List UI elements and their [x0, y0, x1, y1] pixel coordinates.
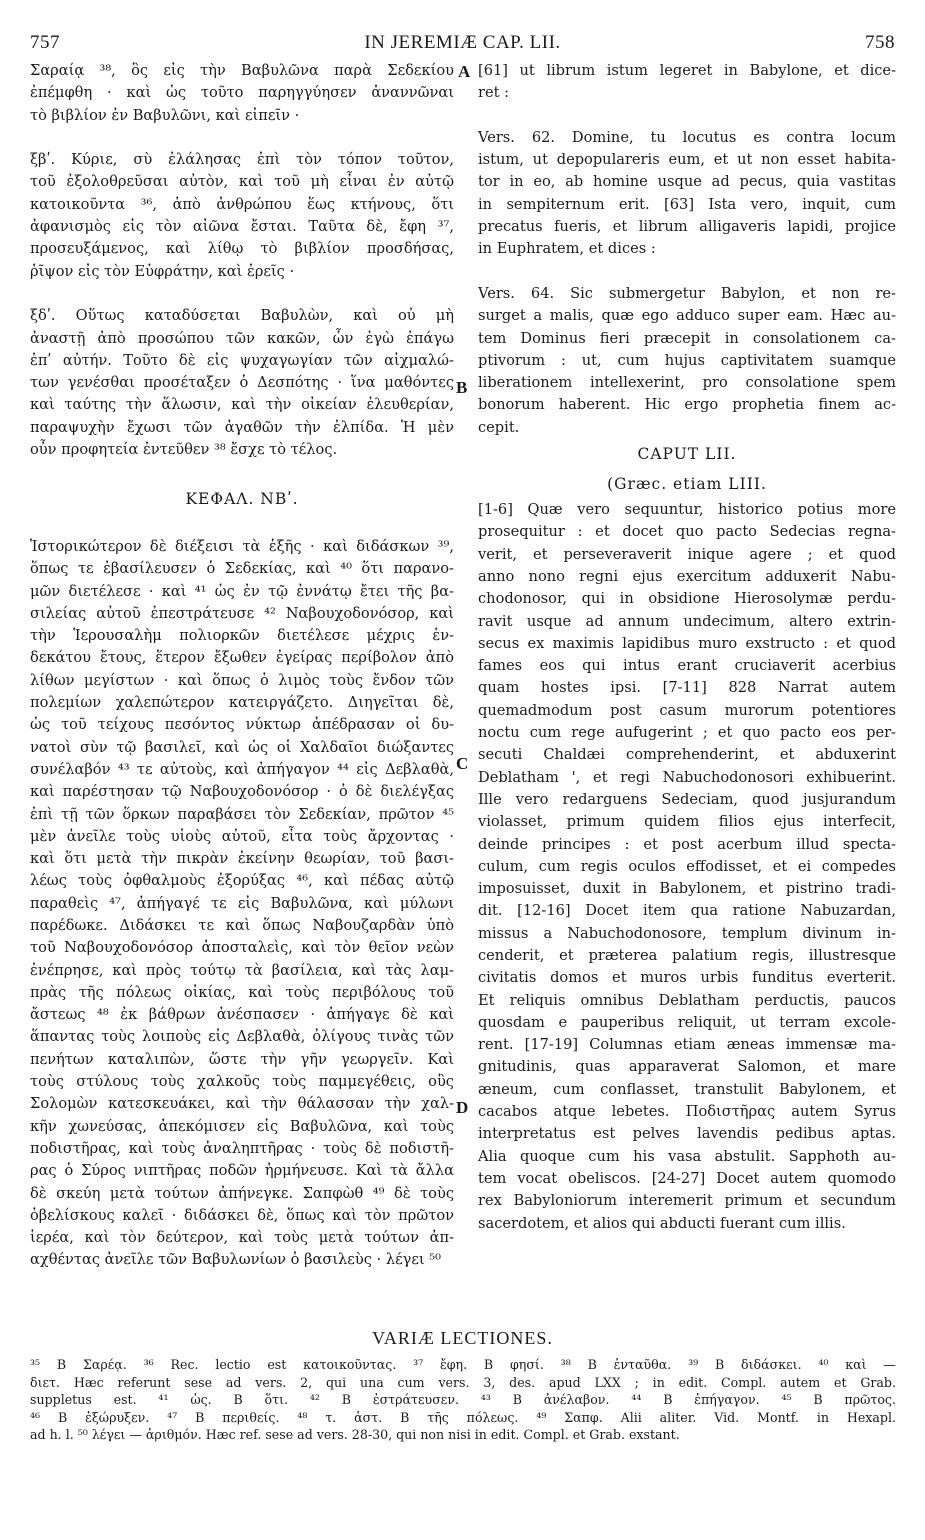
- greek-text-line: ξβʹ. Κύριε, σὺ ἐλάλησας ἐπὶ τὸν τόπον τοῦτον,: [30, 151, 454, 169]
- greek-text-line: ἅπαντας τοὺς λοιποὺς εἰς Δεβλαθὰ, ὀλίγους τινὰς τῶν: [30, 1028, 454, 1046]
- greek-text-line: ἱερέα, καὶ τὸν δεύτερον, καὶ τοὺς μετὰ τούτων ἀπ-: [30, 1229, 454, 1247]
- latin-text-line: in sempiternum erit. [63] Ista vero, inquit, cum: [478, 195, 896, 213]
- paragraph-gap: [30, 461, 454, 483]
- latin-text-line: Et reliquis omnibus Deblatham perductis, paucos: [478, 991, 896, 1009]
- latin-text-line: rent. [17-19] Columnas etiam æneas immensæ ma-: [478, 1036, 896, 1054]
- latin-text-line: deinde principes : et post acerbum illud specta-: [478, 835, 896, 853]
- greek-text-line: κῆν χωνεύσας, ἀπεκόμισεν εἰς Βαβυλῶνα, καὶ τοὺς: [30, 1117, 454, 1135]
- variant-note-line: ad h. l. ⁵⁰ λέγει — ἀριθμόν. Hæc ref. sese ad vers. 28-30, qui non nisi in edit. Compl. et Grab. exstant.: [30, 1427, 680, 1442]
- latin-text-line: istum, ut depopulareris eum, et ut non esset habita-: [478, 151, 896, 169]
- latin-text-line: [1-6] Quæ vero sequuntur, historico potius more: [478, 501, 896, 519]
- greek-text-line: σιλείας αὐτοῦ ἐπεστράτευσε ⁴² Ναβουχοδονόσορ, καὶ: [30, 604, 454, 622]
- greek-chapter-heading: ΚΕΦΑΛ. ΝΒʹ.: [185, 489, 299, 508]
- latin-text-line: cacabos atque lebetes. Ποδιστῆρας autem Syrus: [478, 1103, 896, 1121]
- greek-text-line: λίθων μεγίστων · καὶ ὅπως ὁ λιμὸς τοὺς ἔνδον τῶν: [30, 671, 454, 689]
- greek-text-line: δὲ σκεύη μετὰ τούτων ἀπήνεγκε. Σαπφὼθ ⁴⁹ δὲ τοὺς: [30, 1184, 454, 1202]
- greek-text-line: ρας ὁ Σύρος νιπτῆρας ποδῶν ἡρμήνευσε. Καὶ τὰ ἄλλα: [30, 1162, 454, 1180]
- latin-text-line: culum, cum regis oculos effodisset, et ei compedes: [478, 857, 896, 875]
- page-title: IN JEREMIÆ CAP. LII.: [364, 32, 561, 53]
- greek-text-line: ποδιστῆρας, καὶ τοὺς ἀναληπτῆρας · τοὺς δὲ ποδιστῆ-: [30, 1139, 454, 1157]
- variae-lectiones-notes: [30, 1356, 896, 1444]
- latin-text-line: violasset, primum quidem filios ejus interfecit,: [478, 813, 896, 831]
- latin-text-line: Vers. 62. Domine, tu locutus es contra locum: [478, 128, 896, 146]
- latin-text-line: secuti Chaldæi comprehenderint, et abduxerint: [478, 746, 896, 764]
- latin-text-line: verit, et perseveraverit inique agere ; et quod: [478, 545, 896, 563]
- latin-text-line: imposuisset, duxit in Babylonem, et pistrino tradi-: [478, 880, 896, 898]
- greek-text-line: τοῦ ἐξολοθρεῦσαι αὐτὸν, καὶ τοῦ μὴ εἶναι ἐν αὐτῷ: [30, 173, 454, 191]
- greek-text-line: ἀναστῇ ἀπὸ προσώπου τῶν κακῶν, ὧν ἐγὼ ἐπάγω: [30, 329, 454, 347]
- greek-text-line: ξδʹ. Οὕτως καταδύσεται Βαβυλὼν, καὶ οὐ μὴ: [30, 307, 454, 325]
- latin-text-line: tem Dominus fieri præcepit in consolationem ca-: [478, 329, 896, 347]
- margin-letter-c: C: [456, 754, 469, 773]
- greek-text-line: ῥῖψον εἰς τὸν Εὐφράτην, καὶ ἐρεῖς ·: [30, 262, 295, 280]
- variae-lectiones-title: VARIÆ LECTIONES.: [372, 1328, 553, 1348]
- greek-text-line: αχθέντας ἀνεῖλε τῶν Βαβυλωνίων ὁ βασιλεὺς · λέγει ⁵⁰: [30, 1251, 441, 1269]
- greek-text-line: πενήτων καταλιπὼν, ὥστε τὴν γῆν γεωργεῖν. Καὶ: [30, 1050, 454, 1068]
- greek-text-line: παρέδωκε. Διδάσκει τε καὶ ὅπως Ναβουζαρδὰν ὑπὸ: [30, 916, 454, 934]
- paragraph-gap: [30, 283, 454, 305]
- paragraph-gap: [30, 127, 454, 149]
- latin-text-line: Vers. 64. Sic submergetur Babylon, et non re-: [478, 284, 896, 302]
- paragraph-gap: [478, 105, 896, 127]
- greek-column: [30, 60, 454, 1272]
- latin-text-line: dit. [12-16] Docet item qua ratione Nabuzardan,: [478, 902, 896, 920]
- variant-note-line: διετ. Hæc referunt sese ad vers. 2, qui una cum vers. 3, des. apud LXX ; in edit. Compl. autem et Grab.: [30, 1374, 896, 1390]
- greek-text-line: ἀφανισμὸς εἰς τὸν αἰῶνα ἔσται. Ταῦτα δὲ, ἔφη ³⁷,: [30, 218, 454, 236]
- latin-text-line: tor in eo, ab homine usque ad pecus, quia vastitas: [478, 173, 896, 191]
- greek-text-line: τοῦ Ναβουχοδονόσορ ἀποσταλεὶς, καὶ τὸν θεῖον νεὼν: [30, 939, 454, 957]
- variant-note-line: ³⁵ B Σαρέᾳ. ³⁶ Rec. lectio est κατοικοῦντας. ³⁷ ἔφη. B φησί. ³⁸ B ἐνταῦθα. ³⁹ B διδάσκει. ⁴⁰ καὶ —: [30, 1357, 896, 1372]
- greek-text-line: μὲν ἀνεῖλε τοὺς υἱοὺς αὐτοῦ, εἶτα τοὺς ἄρχοντας ·: [30, 827, 454, 845]
- greek-text-line: καὶ ταύτης τὴν ἅλωσιν, καὶ τὴν οἰκείαν ἐλευθερίαν,: [30, 396, 454, 414]
- latin-text-line: tem vocat obeliscos. [24-27] Docet autem quomodo: [478, 1169, 896, 1187]
- paragraph-gap: [30, 514, 454, 536]
- greek-text-line: συνέλαβόν ⁴³ τε αὐτοὺς, καὶ ἀπήγαγον ⁴⁴ εἰς Δεβλαθὰ,: [30, 760, 454, 778]
- latin-text-line: gnitudinis, quas apparaverat Salomon, et mare: [478, 1058, 896, 1076]
- latin-text-line: Alia quoque cum his vasa abstulit. Sapphoth au-: [478, 1147, 896, 1165]
- latin-text-line: quam hostes ipsi. [7-11] 828 Narrat autem: [478, 679, 896, 697]
- latin-text-line: chodonosor, qui in obsidione Hierosolymæ perdu-: [478, 590, 896, 608]
- latin-text-line: quemadmodum post casum murorum potentiores: [478, 701, 896, 719]
- latin-chapter-subheading: (Græc. etiam LIII.: [607, 475, 767, 494]
- latin-text-line: ptivorum : ut, cum hujus captivitatem suamque: [478, 351, 896, 369]
- latin-text-line: cepit.: [478, 418, 520, 436]
- latin-text-line: rex Babyloniorum interemerit primum et secundum: [478, 1192, 896, 1210]
- latin-text-line: surget a malis, quæ ego adduco super eam. Hæc au-: [478, 307, 896, 325]
- latin-text-line: liberationem intellexerint, pro consolatione spem: [478, 374, 896, 392]
- greek-text-line: των γενέσθαι προσέταξεν ὁ Δεσπότης · ἵνα μαθόντες: [30, 374, 454, 392]
- latin-text-line: missus a Nabuchodonosore, templum divinum in-: [478, 924, 896, 942]
- latin-text-line: [61] ut librum istum legeret in Babylone, et dice-: [478, 62, 896, 79]
- greek-text-line: προσευξάμενος, καὶ λίθῳ τὸ βιβλίον προσδήσας,: [30, 240, 454, 258]
- variant-note-line: suppletus est. ⁴¹ ὡς. B ὅτι. ⁴² B ἐστράτευσεν. ⁴³ B ἀνέλαβον. ⁴⁴ B ἐπήγαγον. ⁴⁵ B πρῶτος.: [30, 1392, 896, 1407]
- greek-text-line: ὡς τοῦ τείχους πεσόντος νύκτωρ ἀπέδρασαν οἱ δυ-: [30, 716, 454, 734]
- greek-text-line: πολεμίων χαλεπώτερον κατειργάζετο. Διηγεῖται δὲ,: [30, 694, 454, 712]
- latin-text-line: in Euphratem, et dices :: [478, 240, 656, 258]
- greek-text-line: ἐπʹ αὐτήν. Τοῦτο δὲ εἰς ψυχαγωγίαν τῶν αἰχμαλώ-: [30, 351, 454, 369]
- page-number-right: 758: [865, 32, 895, 53]
- latin-text-line: ravit usque ad annum undecimum, altero extrin-: [478, 612, 896, 630]
- greek-text-line: τὴν Ἱερουσαλὴμ πολιορκῶν διετέλεσε μέχρις ἑν-: [30, 627, 454, 645]
- greek-text-line: δεκάτου ἔτους, ἕτερον ἔξωθεν ἐγείρας περίβολον ἀπὸ: [30, 649, 454, 667]
- running-head: [30, 32, 895, 58]
- greek-text-line: νατοὶ σὺν τῷ βασιλεῖ, καὶ ὡς οἱ Χαλδαῖοι διώξαντες: [30, 738, 454, 756]
- latin-text-line: sacerdotem, et alios qui abducti fuerant cum illis.: [478, 1214, 846, 1232]
- variant-note-line: ⁴⁶ B ἐξώρυξεν. ⁴⁷ B περιθείς. ⁴⁸ τ. ἀστ. B τῆς πόλεως. ⁴⁹ Σαπφ. Alii aliter. Vid. Montf. in Hexapl.: [30, 1409, 896, 1425]
- latin-text-line: ret :: [478, 84, 510, 102]
- paragraph-gap: [478, 261, 896, 283]
- greek-text-line: ἐπὶ τῇ τῶν ὅρκων παραβάσει τὸν Σεδεκίαν, πρῶτον ⁴⁵: [30, 805, 454, 823]
- greek-text-line: ἄστεως ⁴⁸ ἐκ βάθρων ἀνέσπασεν · ἀπήγαγε δὲ καὶ: [30, 1006, 454, 1024]
- greek-text-line: παραθεὶς ⁴⁷, ἀπήγαγέ τε εἰς Βαβυλῶνα, καὶ μύλωνι: [30, 894, 454, 912]
- latin-text-line: bonorum haberent. Hic ergo prophetia finem ac-: [478, 396, 896, 414]
- latin-column: [478, 60, 896, 1235]
- greek-text-line: καὶ ὅτι μετὰ τὴν πικρὰν ἐκείνην θεωρίαν, τοῦ βασι-: [30, 850, 454, 868]
- greek-text-line: Σαραίᾳ ³⁸, ὃς εἰς τὴν Βαβυλῶνα παρὰ Σεδεκίου: [30, 62, 454, 79]
- latin-text-line: civitatis domos et muros urbis funditus everterit.: [478, 969, 896, 987]
- latin-text-line: precatus fueris, et librum alligaveris lapidi, projice: [478, 218, 896, 236]
- latin-text-line: noctu cum rege aufugerint ; et quo pacto eos per-: [478, 724, 896, 742]
- latin-chapter-heading: CAPUT LII.: [637, 445, 737, 464]
- margin-letter-a: A: [458, 62, 471, 81]
- latin-text-line: fames eos qui intus erant cruciaverit acerbius: [478, 657, 896, 675]
- latin-text-line: æneum, cum conflasset, transtulit Babylonem, et: [478, 1080, 896, 1098]
- latin-text-line: prosequitur : et docet quo pacto Sedecias regna-: [478, 523, 896, 541]
- greek-text-line: τοὺς στύλους τοὺς χαλκοῦς τοὺς παμμεγέθεις, οὓς: [30, 1073, 454, 1091]
- greek-text-line: Σολομὼν κατεσκευάκει, καὶ τὴν θάλασσαν τὴν χαλ-: [30, 1095, 454, 1113]
- margin-letter-d: D: [456, 1098, 469, 1117]
- greek-text-line: ὅπως τε ἐβασίλευσεν ὁ Σεδεκίας, καὶ ⁴⁰ ὅτι παρανο-: [30, 560, 454, 578]
- greek-text-line: ὀβελίσκους καλεῖ · διδάσκει δὲ, ὅπως καὶ τὸν πρῶτον: [30, 1206, 454, 1224]
- greek-text-line: Ἱστορικώτερον δὲ διέξεισι τὰ ἑξῆς · καὶ διδάσκων ³⁹,: [30, 537, 454, 555]
- latin-text-line: anno nono regni ejus exercitum adduxerit Nabu-: [478, 567, 896, 585]
- greek-text-line: οὖν προφητεία ἐντεῦθεν ³⁸ ἔσχε τὸ τέλος.: [30, 441, 338, 459]
- greek-text-line: μῶν διετέλεσε · καὶ ⁴¹ ὡς ἐν τῷ ἐννάτῳ ἔτει τῆς βα-: [30, 582, 454, 600]
- latin-text-line: quosdam e pauperibus reliquit, ut terram excole-: [478, 1013, 896, 1031]
- latin-text-line: cenderit, et præterea palatium regis, illustresque: [478, 946, 896, 964]
- greek-text-line: ἐνέπρησε, καὶ πρὸς τούτῳ τὰ βασίλεια, καὶ τὰς λαμ-: [30, 961, 454, 979]
- greek-text-line: λέως τοὺς ὀφθαλμοὺς ἐξορύξας ⁴⁶, καὶ πέδας αὐτῷ: [30, 872, 454, 890]
- latin-text-line: Ille vero redarguens Sedeciam, quod jusjurandum: [478, 790, 896, 808]
- margin-letter-b: B: [456, 378, 468, 397]
- page-number-left: 757: [30, 32, 60, 53]
- latin-text-line: Deblatham ', et regi Nabuchodonosori exhibuerint.: [478, 768, 896, 786]
- greek-text-line: ἐπέμφθη · καὶ ὡς τοῦτο παρηγγύησεν ἀναννῶναι: [30, 84, 454, 102]
- greek-text-line: κατοικοῦντα ³⁶, ἀπὸ ἀνθρώπου ἕως κτήνους, ὅτι: [30, 195, 454, 213]
- greek-text-line: τὸ βιβλίον ἐν Βαβυλῶνι, καὶ εἰπεῖν ·: [30, 106, 300, 124]
- latin-text-line: interpretatus est pelves lavendis pedibus aptas.: [478, 1125, 896, 1143]
- greek-text-line: παραψυχὴν ἔχωσι τῶν ἀγαθῶν τὴν ἐλπίδα. Ἡ μὲν: [30, 418, 454, 436]
- greek-text-line: καὶ παρέστησαν τῷ Ναβουχοδονόσορ · ὁ δὲ διελέγξας: [30, 783, 454, 801]
- latin-text-line: secus ex maximis lapidibus muro exstructo : et quod: [478, 634, 896, 652]
- greek-text-line: πρὰς τῆς πόλεως οἰκίας, καὶ τοὺς περιβόλους τοῦ: [30, 983, 454, 1001]
